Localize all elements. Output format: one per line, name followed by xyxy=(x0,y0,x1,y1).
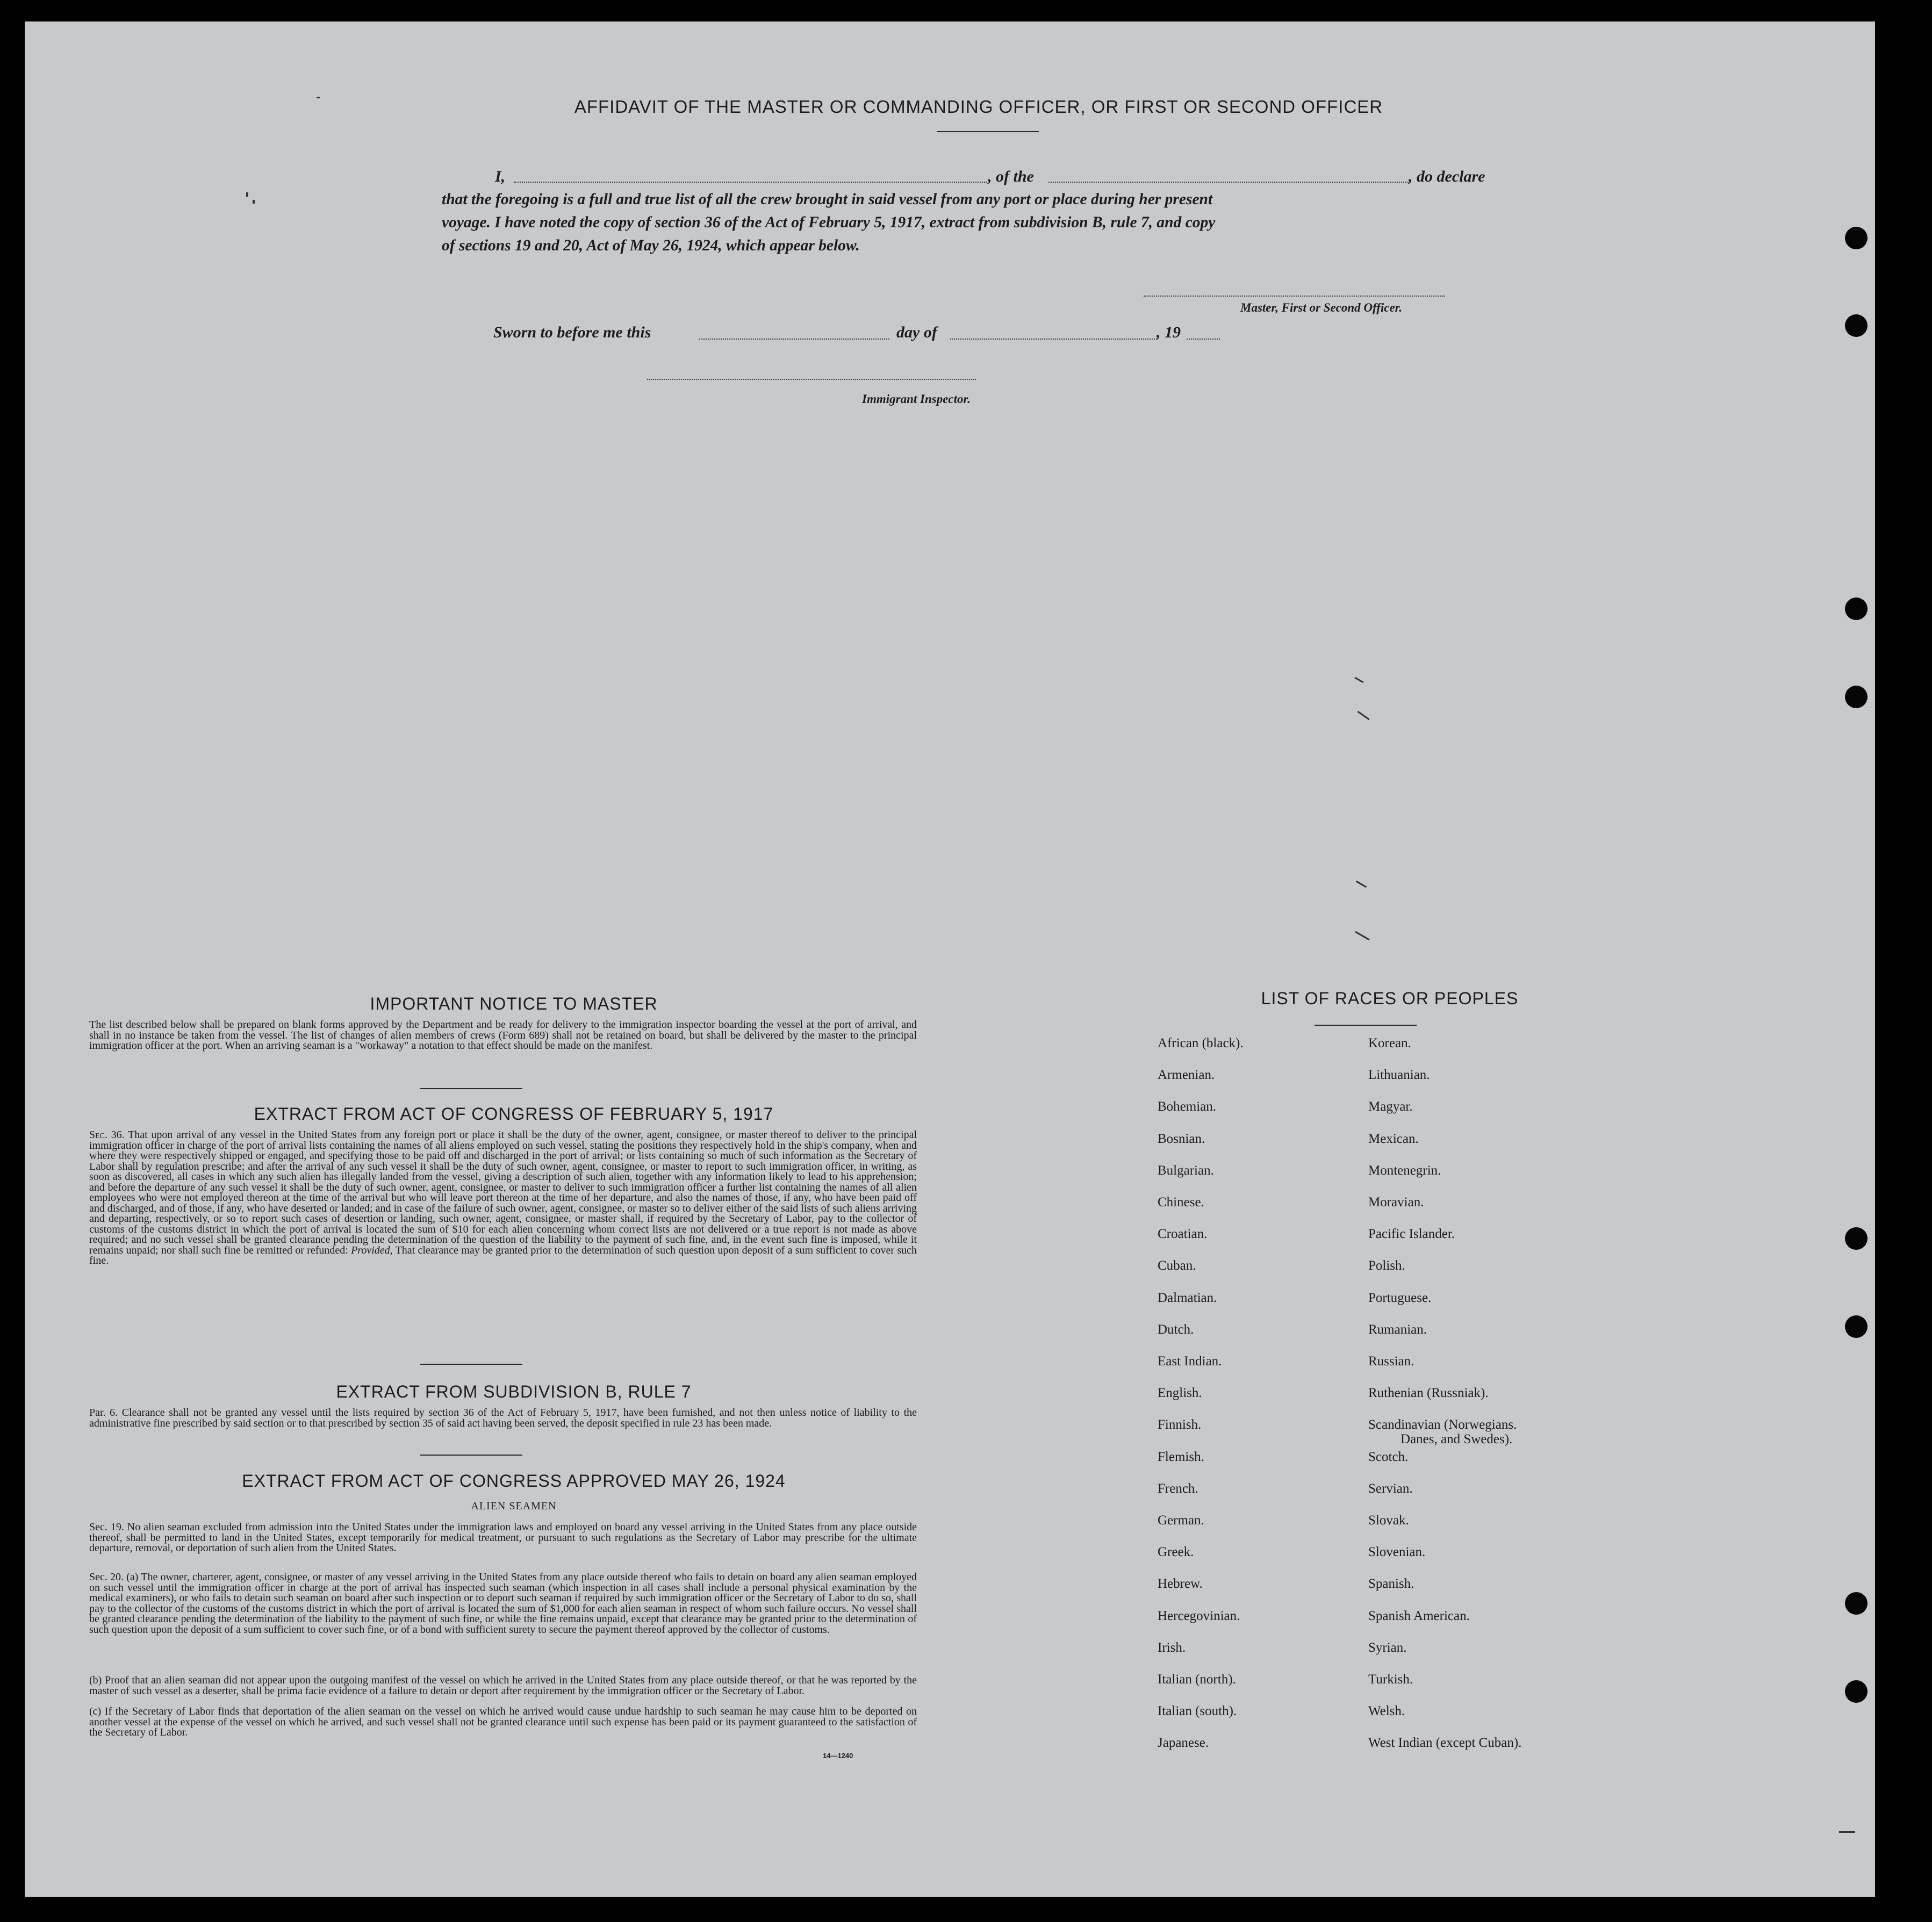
race-item: Italian (south). xyxy=(1158,1704,1237,1719)
race-item: Dutch. xyxy=(1158,1322,1194,1337)
sworn-month-field[interactable] xyxy=(950,339,1157,340)
section-body-end: That clearance may be granted prior to the determination of such question upon deposit of a sum sufficient to cover such fine. xyxy=(89,1244,917,1266)
vessel-label: , of the xyxy=(988,168,1034,185)
extract-1924-title: EXTRACT FROM ACT OF CONGRESS APPROVED MAY 26, 1924 xyxy=(242,1471,786,1491)
section-divider xyxy=(420,1088,522,1089)
race-item: Irish. xyxy=(1158,1640,1186,1655)
race-item: East Indian. xyxy=(1158,1354,1222,1369)
race-item: Ruthenian (Russniak). xyxy=(1368,1386,1489,1401)
declaration-line: voyage. I have noted the copy of section 36 of the Act of February 5, 1917, extract from subdivision B, rule 7, and copy xyxy=(442,214,1216,231)
affidavit-title: AFFIDAVIT OF THE MASTER OR COMMANDING OFFICER, OR FIRST OR SECOND OFFICER xyxy=(574,97,1383,117)
race-item: Scotch. xyxy=(1368,1449,1409,1464)
race-item: Polish. xyxy=(1368,1258,1405,1273)
race-item: Welsh. xyxy=(1368,1704,1405,1719)
race-item: Magyar. xyxy=(1368,1099,1413,1114)
title-underline xyxy=(937,131,1039,132)
race-item: Spanish. xyxy=(1368,1577,1414,1592)
race-item: English. xyxy=(1158,1386,1202,1401)
race-item: Portuguese. xyxy=(1368,1290,1432,1305)
section-20b-text: (b) Proof that an alien seaman did not appear upon the outgoing manifest of the vessel on which he arrived in the United States from any place outside thereof, or that he was reported by the master of such vessel as a deserter, shall be prima facie evidence of a failure to detain or deport after requirement by the immigration officer or the Secretary of Labor. xyxy=(89,1674,917,1697)
scan-mark xyxy=(1354,677,1363,683)
scan-mark xyxy=(253,200,255,204)
race-item: Danes, and Swedes). xyxy=(1400,1432,1513,1447)
scan-mark xyxy=(1355,931,1369,941)
race-item: Hebrew. xyxy=(1158,1577,1203,1592)
subdivision-b-text: Par. 6. Clearance shall not be granted any vessel until the lists required by section 36 of the Act of February 5, 1917, have been furnished, and not then unless notice of liability to the administrative fine prescribed by said section or to that prescribed by section 35 of said act having been served, the deposit specified in rule 23 has been made. xyxy=(89,1407,917,1429)
punch-hole xyxy=(1845,1315,1868,1338)
section-divider xyxy=(420,1455,522,1456)
extract-1917-title: EXTRACT FROM ACT OF CONGRESS OF FEBRUARY 5, 1917 xyxy=(254,1104,774,1124)
scan-mark xyxy=(246,192,248,197)
punch-hole xyxy=(1845,598,1868,620)
scan-mark xyxy=(1357,711,1369,720)
declarant-label: I, xyxy=(495,168,506,185)
race-item: West Indian (except Cuban). xyxy=(1368,1736,1522,1751)
race-item: Rumanian. xyxy=(1368,1322,1427,1337)
scan-mark xyxy=(1839,1831,1855,1833)
alien-seamen-subtitle: ALIEN SEAMEN xyxy=(471,1500,557,1512)
race-item: Greek. xyxy=(1158,1545,1194,1560)
race-item: Moravian. xyxy=(1368,1195,1424,1210)
race-item: Slovak. xyxy=(1368,1513,1409,1528)
race-item: Mexican. xyxy=(1368,1131,1419,1146)
race-item: Cuban. xyxy=(1158,1258,1196,1273)
race-item: Armenian. xyxy=(1158,1068,1215,1083)
punch-hole xyxy=(1845,314,1868,337)
race-item: Flemish. xyxy=(1158,1449,1204,1464)
officer-signature-field[interactable] xyxy=(1144,296,1445,297)
race-item: Slovenian. xyxy=(1368,1545,1426,1560)
punch-hole xyxy=(1845,1227,1868,1250)
officer-signature-label: Master, First or Second Officer. xyxy=(1240,301,1403,314)
punch-hole xyxy=(1845,1592,1868,1615)
punch-hole xyxy=(1845,686,1868,708)
inspector-signature-label: Immigrant Inspector. xyxy=(862,392,971,406)
race-item: French. xyxy=(1158,1481,1198,1496)
section-20a-text: Sec. 20. (a) The owner, charterer, agent, consignee, or master of any vessel arriving in the United States from any place outside thereof who fails to detain on board any alien seaman employed on such vessel until the immigration officer in charge at the port of arrival has inspected such seaman (which inspection in all cases shall include a personal physical examination by the medical examiners), or who fails to detain such seaman on board after such inspection or to deport such seaman if required by such immigration officer or the Secretary of Labor to do so, shall pay to the collector of the customs of the customs district in which the port of arrival is located the sum of $1,000 for each alien seaman in respect of whom such failure occurs. No vessel shall be granted clearance pending the determination of the liability to the payment of such fine, or while the fine remains unpaid, except that clearance may be granted prior to the determination of such question upon the deposit of a sum sufficient to cover such fine, or of a bond with sufficient surety to secure the payment thereof approved by the collector of customs. xyxy=(89,1571,917,1636)
race-item: Croatian. xyxy=(1158,1227,1208,1242)
race-item: Dalmatian. xyxy=(1158,1290,1217,1305)
race-item: Turkish. xyxy=(1368,1672,1413,1687)
section-label: Sec. 36. xyxy=(89,1129,125,1141)
section-divider xyxy=(420,1364,522,1365)
punch-hole xyxy=(1845,227,1868,249)
declarant-name-field[interactable] xyxy=(514,182,987,183)
race-item: Bulgarian. xyxy=(1158,1163,1214,1178)
race-item: Montenegrin. xyxy=(1368,1163,1441,1178)
race-item: Bohemian. xyxy=(1158,1099,1217,1114)
race-item: Finnish. xyxy=(1158,1417,1202,1432)
proviso-word: Provided, xyxy=(351,1244,393,1256)
races-title-underline xyxy=(1315,1025,1417,1026)
scan-mark xyxy=(1356,881,1367,888)
section-19-text: Sec. 19. No alien seaman excluded from admission into the United States under the immigration laws and employed on board any vessel arriving in the United States from any place outside thereof, shall be permitted to land in the United States, except temporarily for medical treatment, or pursuant to such regulations as the Secretary of Labor may prescribe for the ultimate departure, removal, or deportation of such alien from the United States. xyxy=(89,1521,917,1554)
race-item: African (black). xyxy=(1158,1036,1244,1050)
document-page xyxy=(25,21,1875,1897)
sworn-year-field[interactable] xyxy=(1187,339,1220,340)
declare-label: , do declare xyxy=(1409,168,1485,185)
race-item: Lithuanian. xyxy=(1368,1068,1430,1083)
declaration-line: that the foregoing is a full and true list of all the crew brought in said vessel from any port or place during her present xyxy=(442,191,1213,208)
race-item: Korean. xyxy=(1368,1036,1411,1050)
race-item: Italian (north). xyxy=(1158,1672,1236,1687)
section-body: That upon arrival of any vessel in the United States from any foreign port or place it shall be the duty of the owner, agent, consignee, or master thereof to deliver to the principal immigration officer in charge of the port of arrival lists containing the names of all aliens employed on such vessel, stating the positions they respectively hold in the ship's company, when and where they were respectively shipped or engaged, and specifying those to be paid off and discharged in the port of arrival; or lists containing so much of such information as the Secretary of Labor shall by regulation prescribe; and after the arrival of any such vessel it shall be the duty of such owner, agent, consignee, or master to report to such immigration officer, in writing, as soon as discovered, all cases in which any such alien has illegally landed from the vessel, giving a description of such alien, together with any information likely to lead to his apprehension; and before the departure of any such vessel it shall be the duty of such owner, agent, consignee, or master to deliver to such immigration officer a further list containing the names of all alien employees who were not employed thereon at the time of the arrival but who will leave port thereon at the time of her departure, and also the names of those, if any, who have been paid off and discharged, and of those, if any, who have deserted or landed; and in case of the failure of such owner, agent, consignee, or master so to deliver either of the said lists of such aliens arriving and departing, respectively, or so to report such cases of desertion or landing, such owner, agent, consignee, or master shall, if required by the Secretary of Labor, pay to the collector of customs of the customs district in which the port of arrival is located the sum of $10 for each alien concerning whom correct lists are not delivered or a true report is not made as above required; and no such vessel shall be granted clearance pending the determination of the question of the liability to the payment of such fine, and, in the event such fine is imposed, while it remains unpaid; nor shall such fine be remitted or refunded: xyxy=(89,1129,917,1256)
section-20c-text: (c) If the Secretary of Labor finds that deportation of the alien seaman on the vessel on which he arrived would cause undue hardship to such seaman he may cause him to be deported on another vessel at the expense of the vessel on which he arrived, and such vessel shall not be granted clearance until such expense has been paid or its payment guaranteed to the satisfaction of the Secretary of Labor. xyxy=(89,1705,917,1738)
extract-1917-text xyxy=(89,1130,917,1266)
year-label: , 19 xyxy=(1157,323,1181,341)
race-item: Pacific Islander. xyxy=(1368,1227,1455,1242)
scan-mark xyxy=(317,97,320,98)
race-item: Scandinavian (Norwegians. xyxy=(1368,1417,1517,1432)
race-item: Japanese. xyxy=(1158,1736,1209,1751)
subdivision-b-title: EXTRACT FROM SUBDIVISION B, RULE 7 xyxy=(336,1382,692,1401)
race-item: German. xyxy=(1158,1513,1204,1528)
sworn-day-field[interactable] xyxy=(699,339,889,340)
sworn-label: Sworn to before me this xyxy=(493,323,651,341)
race-item: Spanish American. xyxy=(1368,1608,1470,1623)
vessel-name-field[interactable] xyxy=(1048,182,1409,183)
race-item: Hercegovinian. xyxy=(1158,1608,1240,1623)
punch-hole xyxy=(1845,1680,1868,1703)
race-item: Russian. xyxy=(1368,1354,1414,1369)
notice-title: IMPORTANT NOTICE TO MASTER xyxy=(370,994,658,1013)
inspector-signature-field[interactable] xyxy=(647,379,976,380)
form-number: 14—1240 xyxy=(823,1752,853,1760)
races-title: LIST OF RACES OR PEOPLES xyxy=(1261,989,1519,1008)
race-item: Bosnian. xyxy=(1158,1131,1205,1146)
race-item: Syrian. xyxy=(1368,1640,1407,1655)
notice-text: The list described below shall be prepared on blank forms approved by the Department and be ready for delivery to the immigration inspector boarding the vessel at the port of arrival, and shall in no instance be taken from the vessel. The list of changes of alien members of crews (Form 689) shall not be retained on board, but shall be delivered by the master to the principal immigration officer at the port. When an arriving seaman is a "workaway" a notation to that effect should be made on the manifest. xyxy=(89,1019,917,1052)
declaration-line: of sections 19 and 20, Act of May 26, 1924, which appear below. xyxy=(442,237,860,254)
race-item: Servian. xyxy=(1368,1481,1413,1496)
race-item: Chinese. xyxy=(1158,1195,1204,1210)
day-of-label: day of xyxy=(896,323,937,341)
